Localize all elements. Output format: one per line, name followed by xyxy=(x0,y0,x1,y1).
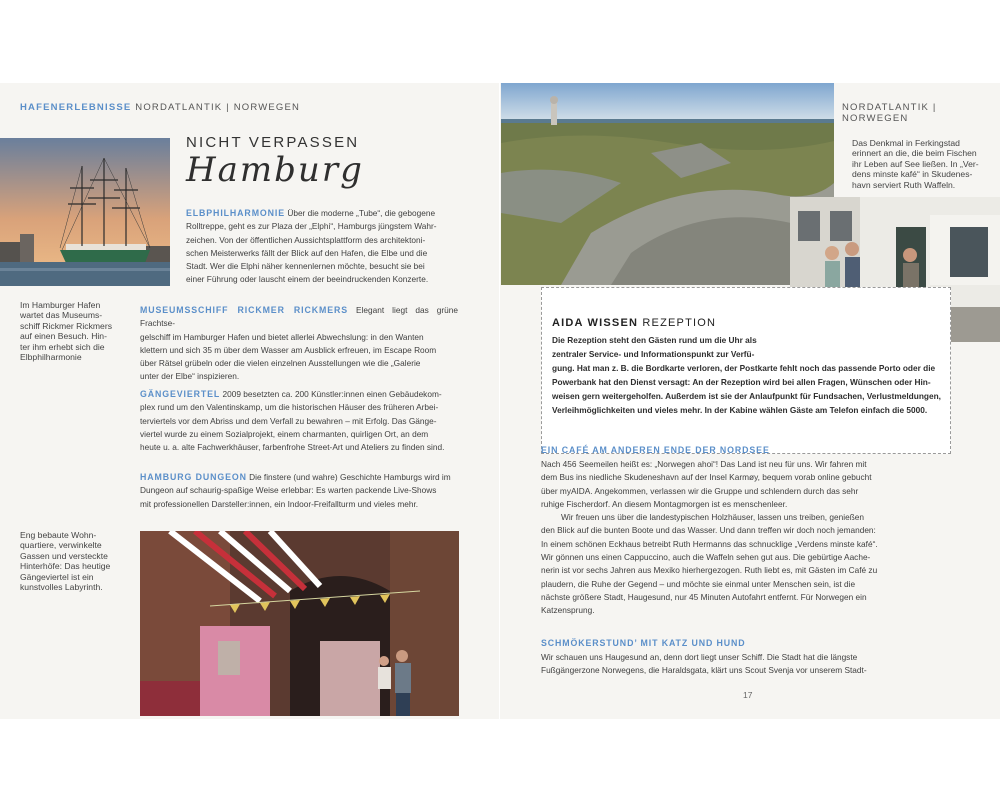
caption-line: schiff Rickmer Rickmers xyxy=(20,320,112,331)
section-dungeon xyxy=(140,471,458,511)
body-line: Dungeon auf schaurig-spaßige Weise erlebbar: Es warten packende Live-Shows xyxy=(140,485,437,496)
body-line: unter der Elbe“ inspizieren. xyxy=(140,371,240,382)
body-line: Rolltreppe, geht es zur Plaza der „Elphi“, Hamburgs jüngstem Wahr- xyxy=(186,221,437,232)
page-number: 17 xyxy=(743,690,753,700)
caption-line: auf einen Besuch. Hin- xyxy=(20,331,107,342)
aida-title-bold: AIDA WISSEN xyxy=(552,317,639,329)
aida-text xyxy=(552,333,952,417)
caption-line: wartet das Museums- xyxy=(20,310,103,321)
caption-line: ter ihm erhebt sich die xyxy=(20,341,105,352)
body-line: Wir freuen uns über die landestypischen Holzhäuser, lassen uns treiben, genießen xyxy=(561,512,865,523)
body-line: zeichen. Von der öffentlichen Aussichtsplattform des architektoni- xyxy=(186,234,426,245)
body-line: viertel wurde zu einem Sozialprojekt, einem charmanten, quirligen Ort, an dem xyxy=(140,428,429,439)
aida-line: weisen gern weitergeholfen. Außerdem ist sie der Anlaufpunkt für Fundsachen, Verlustmeldungen, xyxy=(552,391,941,401)
body-line: heute u. a. alte Fachwerkhäuser, farbenfrohe Street-Art und Ateliers zu finden sind. xyxy=(140,442,445,453)
body-line: terviertels vor dem Abriss und dem Verfall zu bewahren – mit Erfolg. Das Gänge- xyxy=(140,415,437,426)
section-elbphilharmonie xyxy=(186,207,457,287)
alley-photo xyxy=(140,531,459,716)
body-line: Die finstere (und wahre) Geschichte Hamburgs wird im xyxy=(246,472,451,482)
body-line: Fußgängerzone Norwegens, die Haraldsgata, klärt uns Scout Svenja vor unserem Stadt- xyxy=(541,665,867,676)
body-line: schen Meisterwerks fällt der Blick auf den Hafen, die Elbe und die xyxy=(186,247,428,258)
caption-line: quartiere, verwinkelte xyxy=(20,540,102,551)
body-line: 2009 besetzten ca. 200 Künstler:innen einen Gebäudekom- xyxy=(220,389,442,399)
caption-ship xyxy=(20,300,130,362)
aida-line: Die Rezeption steht den Gästen rund um die Uhr als xyxy=(552,335,757,345)
running-head-accent: HAFENERLEBNISSE xyxy=(20,102,132,113)
body-line: nächste größere Stadt, Haugesund, nur 45 Minuten Autofahrt entfernt. Für Norwegen ein xyxy=(541,591,867,602)
caption-line: Im Hamburger Hafen xyxy=(20,300,101,310)
caption-monument xyxy=(852,138,992,190)
body-line: den Blick auf die bunten Boote und das Wasser. Und dann treffen wir doch noch jemanden: xyxy=(541,525,876,536)
body-line: Nach 456 Seemeilen heißt es: „Norwegen ahoi“! Das Land ist neu für uns. Wir fahren mit xyxy=(541,459,867,469)
aida-line: gung. Hat man z. B. die Bordkarte verloren, der Postkarte fehlt noch das passende Porto oder die xyxy=(552,363,936,373)
body-line: klettern und sich 35 m über dem Wasser am Ausblick erfreuen, im Escape Room xyxy=(140,344,437,355)
section-rickmer xyxy=(140,304,458,384)
caption-line: ihr Leben auf See ließen. In „Ver- xyxy=(852,158,979,169)
body-line: Elegant liegt das grüne Frachtse- xyxy=(140,305,458,329)
nicht-verpassen-label: NICHT VERPASSEN xyxy=(186,134,360,151)
rocky-coast-photo xyxy=(501,83,834,285)
caption-line: Das Denkmal in Ferkingstad xyxy=(852,138,960,148)
article-heading-schmoekerstund: SCHMÖKERSTUND’ MIT KATZ UND HUND xyxy=(541,638,746,648)
body-line: Über die moderne „Tube“, die gebogene xyxy=(285,208,436,218)
body-line: Stadt. Wer die Elphi näher kennenlernen möchte, besucht sie bei xyxy=(186,261,425,272)
body-line: plex rund um den Valentinskamp, um die historischen Häuser des früheren Arbei- xyxy=(140,402,439,413)
caption-line: dens minste kafé“ in Skudenes- xyxy=(852,169,973,180)
running-head-left xyxy=(20,102,300,113)
caption-line: Elbphilharmonie xyxy=(20,352,82,363)
section-heading: MUSEUMSSCHIFF RICKMER RICKMERS xyxy=(140,305,348,315)
section-heading: ELBPHILHARMONIE xyxy=(186,208,286,218)
aida-title-rest: REZEPTION xyxy=(638,317,717,329)
body-line: gelschiff im Hamburger Hafen und bietet allerlei Abwechslung: in den Wanten xyxy=(140,331,424,342)
caption-line: kunstvolles Labyrinth. xyxy=(20,582,103,593)
city-title: Hamburg xyxy=(186,150,364,190)
body-line: In einem schönen Eckhaus betreibt Ruth Hermanns das schnuckligе „Verdens minste kafé“. xyxy=(541,538,878,549)
aida-line: Powerbank hat den Dienst versagt: An der Rezeption wird bei allen Fragen, Wünschen oder Hin- xyxy=(552,377,931,387)
section-gaengeviertel xyxy=(140,388,458,454)
section-heading: GÄNGEVIERTEL xyxy=(140,389,221,399)
aida-line: zentraler Service- und Informationspunkt zur Verfü- xyxy=(552,349,755,359)
ship-photo xyxy=(0,138,170,286)
running-head-rest: NORDATLANTIK | NORWEGEN xyxy=(135,102,301,113)
aida-line: Verleihmöglichkeiten und vieles mehr. In der Kabine wählen Gäste am Telefon einfach die 5000. xyxy=(552,405,928,415)
aida-title xyxy=(552,317,716,329)
caption-alley xyxy=(20,530,132,592)
caption-line: havn serviert Ruth Waffeln. xyxy=(852,179,956,190)
article-schmoekerstund xyxy=(541,651,899,678)
section-heading: HAMBURG DUNGEON xyxy=(140,472,247,482)
body-line: dem Bus ins niedliche Skudeneshavn auf der Insel Karmøy, bequem vorab online gebucht xyxy=(541,472,872,483)
article-cafe xyxy=(541,458,899,618)
running-head-right: NORDATLANTIK | NORWEGEN xyxy=(842,102,937,124)
article-heading-cafe: EIN CAFÉ AM ANDEREN ENDE DER NORDSEE xyxy=(541,445,770,455)
body-line: Wir schauen uns Haugesund an, denn dort liegt unser Schiff. Die Stadt hat die längste xyxy=(541,652,858,662)
caption-line: Hinterhöfe: Das heutige xyxy=(20,561,111,572)
body-line: mit professionellen Darsteller:innen, ein Indoor-Freifallturm und vieles mehr. xyxy=(140,498,419,509)
body-line: plaudern, die Ruhe der Gegend – und möchte sie einmal unter Menschen sein, ist die xyxy=(541,578,856,589)
body-line: Wir gönnen uns einen Cappuccino, auch die Waffeln sehen gut aus. Die gebürtige Aache- xyxy=(541,552,871,563)
caption-line: erinnert an die, die beim Fischen xyxy=(852,148,977,159)
body-line: über Rätsel grübeln oder die vielen einzelnen Ausstellungen wie die „Galerie xyxy=(140,358,421,369)
caption-line: Eng bebaute Wohn- xyxy=(20,530,97,540)
caption-line: Gängeviertel ist ein xyxy=(20,571,94,582)
body-line: einer Führung oder lauscht einem der beeindruckenden Konzerte. xyxy=(186,274,429,285)
body-line: nerin ist vor sechs Jahren aus Mexiko hierhergezogen. Ruth liebt es, mit Gästen im Café zu xyxy=(541,565,878,576)
body-line: Katzensprung. xyxy=(541,605,595,616)
body-line: ruhige Fischerdorf. An diesem Montagmorgen ist es menschenleer. xyxy=(541,498,788,509)
body-line: über myAIDA. Angekommen, verlassen wir die Gruppe und schlendern durch das sehr xyxy=(541,485,859,496)
caption-line: Gassen und versteckte xyxy=(20,550,108,561)
